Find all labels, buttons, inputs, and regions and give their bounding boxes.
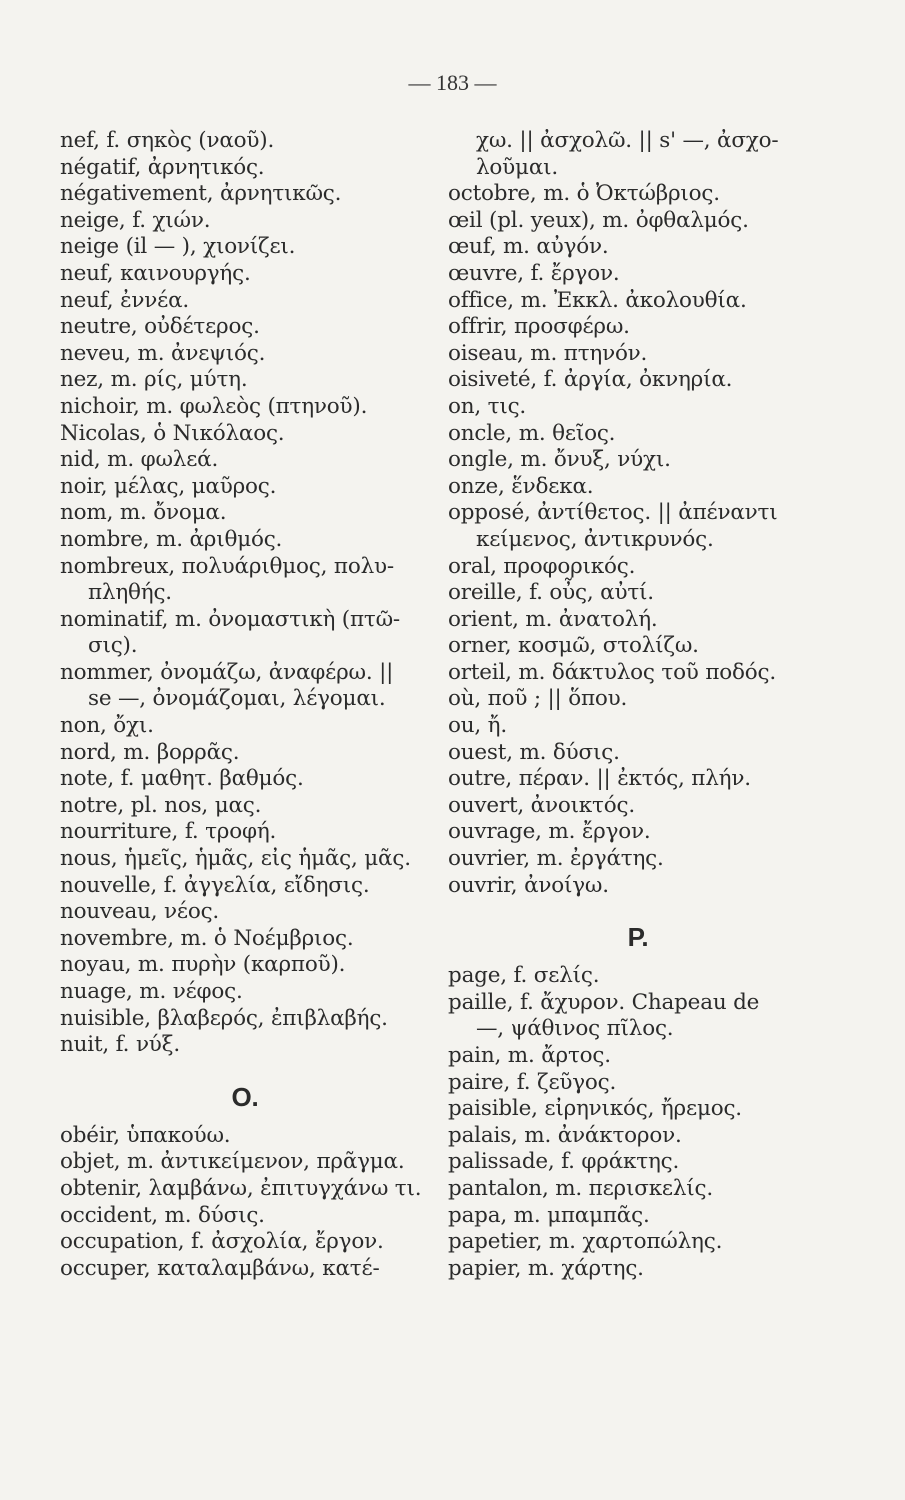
dictionary-entry: œuf, m. αὐγόν. xyxy=(448,234,609,260)
dictionary-entry: nous, ἡμεῖς, ἡμᾶς, εἰς ἡμᾶς, μᾶς. xyxy=(60,846,411,872)
dictionary-entry: nord, m. βορρᾶς. xyxy=(60,739,240,765)
dictionary-entry: pain, m. ἄρτος. xyxy=(448,1043,611,1068)
dictionary-entry: nuage, m. νέφος. xyxy=(60,979,243,1004)
dictionary-entry: notre, pl. nos, μας. xyxy=(60,792,262,818)
dictionary-entry-continuation: σις). xyxy=(88,633,138,659)
dictionary-entry: occident, m. δύσις. xyxy=(60,1202,265,1228)
dictionary-entry: neuf, ἐννέα. xyxy=(60,287,190,313)
dictionary-entry-continuation: —, ψάθινος πῖλος. xyxy=(476,1016,674,1042)
dictionary-entry: octobre, m. ὁ Ὀκτώβριος. xyxy=(448,181,720,207)
dictionary-entry: nourriture, f. τροφή. xyxy=(60,819,277,845)
dictionary-entry: obéir, ὑπακούω. xyxy=(60,1122,231,1148)
dictionary-entry: office, m. Ἐκκλ. ἀκολουθία. xyxy=(448,287,747,313)
dictionary-entry: papier, m. χάρτης. xyxy=(448,1255,644,1281)
dictionary-entry: orner, κοσμῶ, στολίζω. xyxy=(448,633,699,659)
dictionary-entry: palais, m. ἀνάκτορον. xyxy=(448,1122,682,1148)
dictionary-entry: orient, m. ἀνατολή. xyxy=(448,606,658,632)
dictionary-entry: nombreux, πολυάριθμος, πολυ- xyxy=(60,553,394,579)
dictionary-entry: neuf, καινουργής. xyxy=(60,260,251,286)
dictionary-entry: non, ὄχι. xyxy=(60,713,154,739)
dictionary-entry: neige (il — ), χιονίζει. xyxy=(60,234,296,260)
dictionary-entry: œil (pl. yeux), m. ὀφθαλμός. xyxy=(448,207,749,233)
dictionary-entry: oral, προφορικός. xyxy=(448,553,636,579)
dictionary-entry: paisible, εἰρηνικός, ἤρεμος. xyxy=(448,1096,742,1122)
dictionary-entry: ou, ἤ. xyxy=(448,713,507,739)
dictionary-entry: obtenir, λαμβάνω, ἐπιτυγχάνω τι. xyxy=(60,1175,422,1201)
dictionary-entry: nid, m. φωλεά. xyxy=(60,447,219,473)
dictionary-entry: nouveau, νέος. xyxy=(60,899,220,925)
dictionary-entry: papa, m. μπαμπᾶς. xyxy=(448,1202,650,1228)
dictionary-entry: neige, f. χιών. xyxy=(60,207,211,233)
dictionary-entry: nommer, ὀνομάζω, ἀναφέρω. || xyxy=(60,659,394,685)
dictionary-entry: nom, m. ὄνομα. xyxy=(60,500,227,526)
dictionary-entry-continuation: λοῦμαι. xyxy=(476,154,558,180)
dictionary-entry: outre, πέραν. || ἐκτός, πλήν. xyxy=(448,766,751,792)
dictionary-entry: ouest, m. δύσις. xyxy=(448,739,620,765)
dictionary-entry: page, f. σελίς. xyxy=(448,963,600,989)
dictionary-entry: nuisible, βλαβερός, ἐπιβλαβής. xyxy=(60,1005,388,1031)
dictionary-entry: novembre, m. ὁ Νοέμβριος. xyxy=(60,925,354,951)
dictionary-entry: oreille, f. οὖς, αὐτί. xyxy=(448,580,654,606)
dictionary-entry: oncle, m. θεῖος. xyxy=(448,420,616,446)
dictionary-entry: nez, m. ρίς, μύτη. xyxy=(60,367,248,393)
dictionary-entry: occuper, καταλαμβάνω, κατέ- xyxy=(60,1255,380,1281)
dictionary-entry: ouvrier, m. ἐργάτης. xyxy=(448,846,664,872)
dictionary-entry: nominatif, m. ὀνομαστικὴ (πτῶ- xyxy=(60,606,400,632)
dictionary-entry: neutre, οὐδέτερος. xyxy=(60,314,260,340)
dictionary-entry-continuation: πληθής. xyxy=(88,580,172,606)
section-letter-heading: O. xyxy=(231,1081,259,1112)
dictionary-entry: nuit, f. νύξ. xyxy=(60,1032,180,1058)
dictionary-entry: pantalon, m. περισκελίς. xyxy=(448,1175,713,1201)
left-column xyxy=(60,128,430,1282)
dictionary-entry: oisiveté, f. ἀργία, ὀκνηρία. xyxy=(448,367,733,393)
dictionary-entry: ongle, m. ὄνυξ, νύχι. xyxy=(448,447,671,473)
dictionary-entry: ouvert, ἀνοικτός. xyxy=(448,792,635,818)
page-number: — 183 — xyxy=(408,70,497,95)
dictionary-entry: ouvrir, ἀνοίγω. xyxy=(448,872,609,898)
dictionary-entry: palissade, f. φράκτης. xyxy=(448,1149,680,1175)
dictionary-entry-continuation: κείμενος, ἀντικρυνός. xyxy=(476,526,714,552)
dictionary-entry: paille, f. ἄχυρον. Chapeau de xyxy=(448,989,760,1015)
dictionary-entry: ouvrage, m. ἔργον. xyxy=(448,819,651,845)
dictionary-entry: négativement, ἀρνητικῶς. xyxy=(60,181,342,207)
dictionary-entry: note, f. μαθητ. βαθμός. xyxy=(60,766,304,792)
dictionary-entry: oiseau, m. πτηνόν. xyxy=(448,340,648,366)
right-column xyxy=(448,128,828,1282)
dictionary-entry: offrir, προσφέρω. xyxy=(448,314,630,340)
dictionary-entry: nombre, m. ἀριθμός. xyxy=(60,526,283,552)
dictionary-entry: opposé, ἀντίθετος. || ἀπέναντι xyxy=(448,500,778,526)
dictionary-entry: Nicolas, ὁ Νικόλαος. xyxy=(60,420,285,446)
dictionary-entry: œuvre, f. ἔργον. xyxy=(448,260,620,286)
dictionary-entry: occupation, f. ἀσχολία, ἔργον. xyxy=(60,1229,384,1255)
dictionary-entry: orteil, m. δάκτυλος τοῦ ποδός. xyxy=(448,659,776,685)
dictionary-entry: nef, f. σηκὸς (ναοῦ). xyxy=(60,128,275,153)
dictionary-entry: où, ποῦ ; || ὅπου. xyxy=(448,686,628,712)
dictionary-entry: négatif, ἀρνητικός. xyxy=(60,154,265,180)
dictionary-entry-continuation: se —, ὀνομάζομαι, λέγομαι. xyxy=(88,686,386,712)
dictionary-entry: nichoir, m. φωλεὸς (πτηνοῦ). xyxy=(60,393,368,419)
dictionary-entry: noir, μέλας, μαῦρος. xyxy=(60,473,277,499)
dictionary-entry: noyau, m. πυρὴν (καρποῦ). xyxy=(60,952,346,978)
dictionary-entry: neveu, m. ἀνεψιός. xyxy=(60,340,266,366)
dictionary-entry: nouvelle, f. ἀγγελία, εἴδησις. xyxy=(60,872,370,898)
dictionary-entry: objet, m. ἀντικείμενον, πρᾶγμα. xyxy=(60,1149,405,1175)
dictionary-entry: onze, ἕνδεκα. xyxy=(448,473,594,499)
dictionary-entry-continuation: χω. || ἀσχολῶ. || s' —, ἀσχο- xyxy=(476,128,779,153)
dictionary-entry: on, τις. xyxy=(448,393,527,419)
section-letter-heading: P. xyxy=(627,922,649,953)
dictionary-entry: papetier, m. χαρτοπώλης. xyxy=(448,1229,723,1255)
dictionary-entry: paire, f. ζεῦγος. xyxy=(448,1069,617,1095)
